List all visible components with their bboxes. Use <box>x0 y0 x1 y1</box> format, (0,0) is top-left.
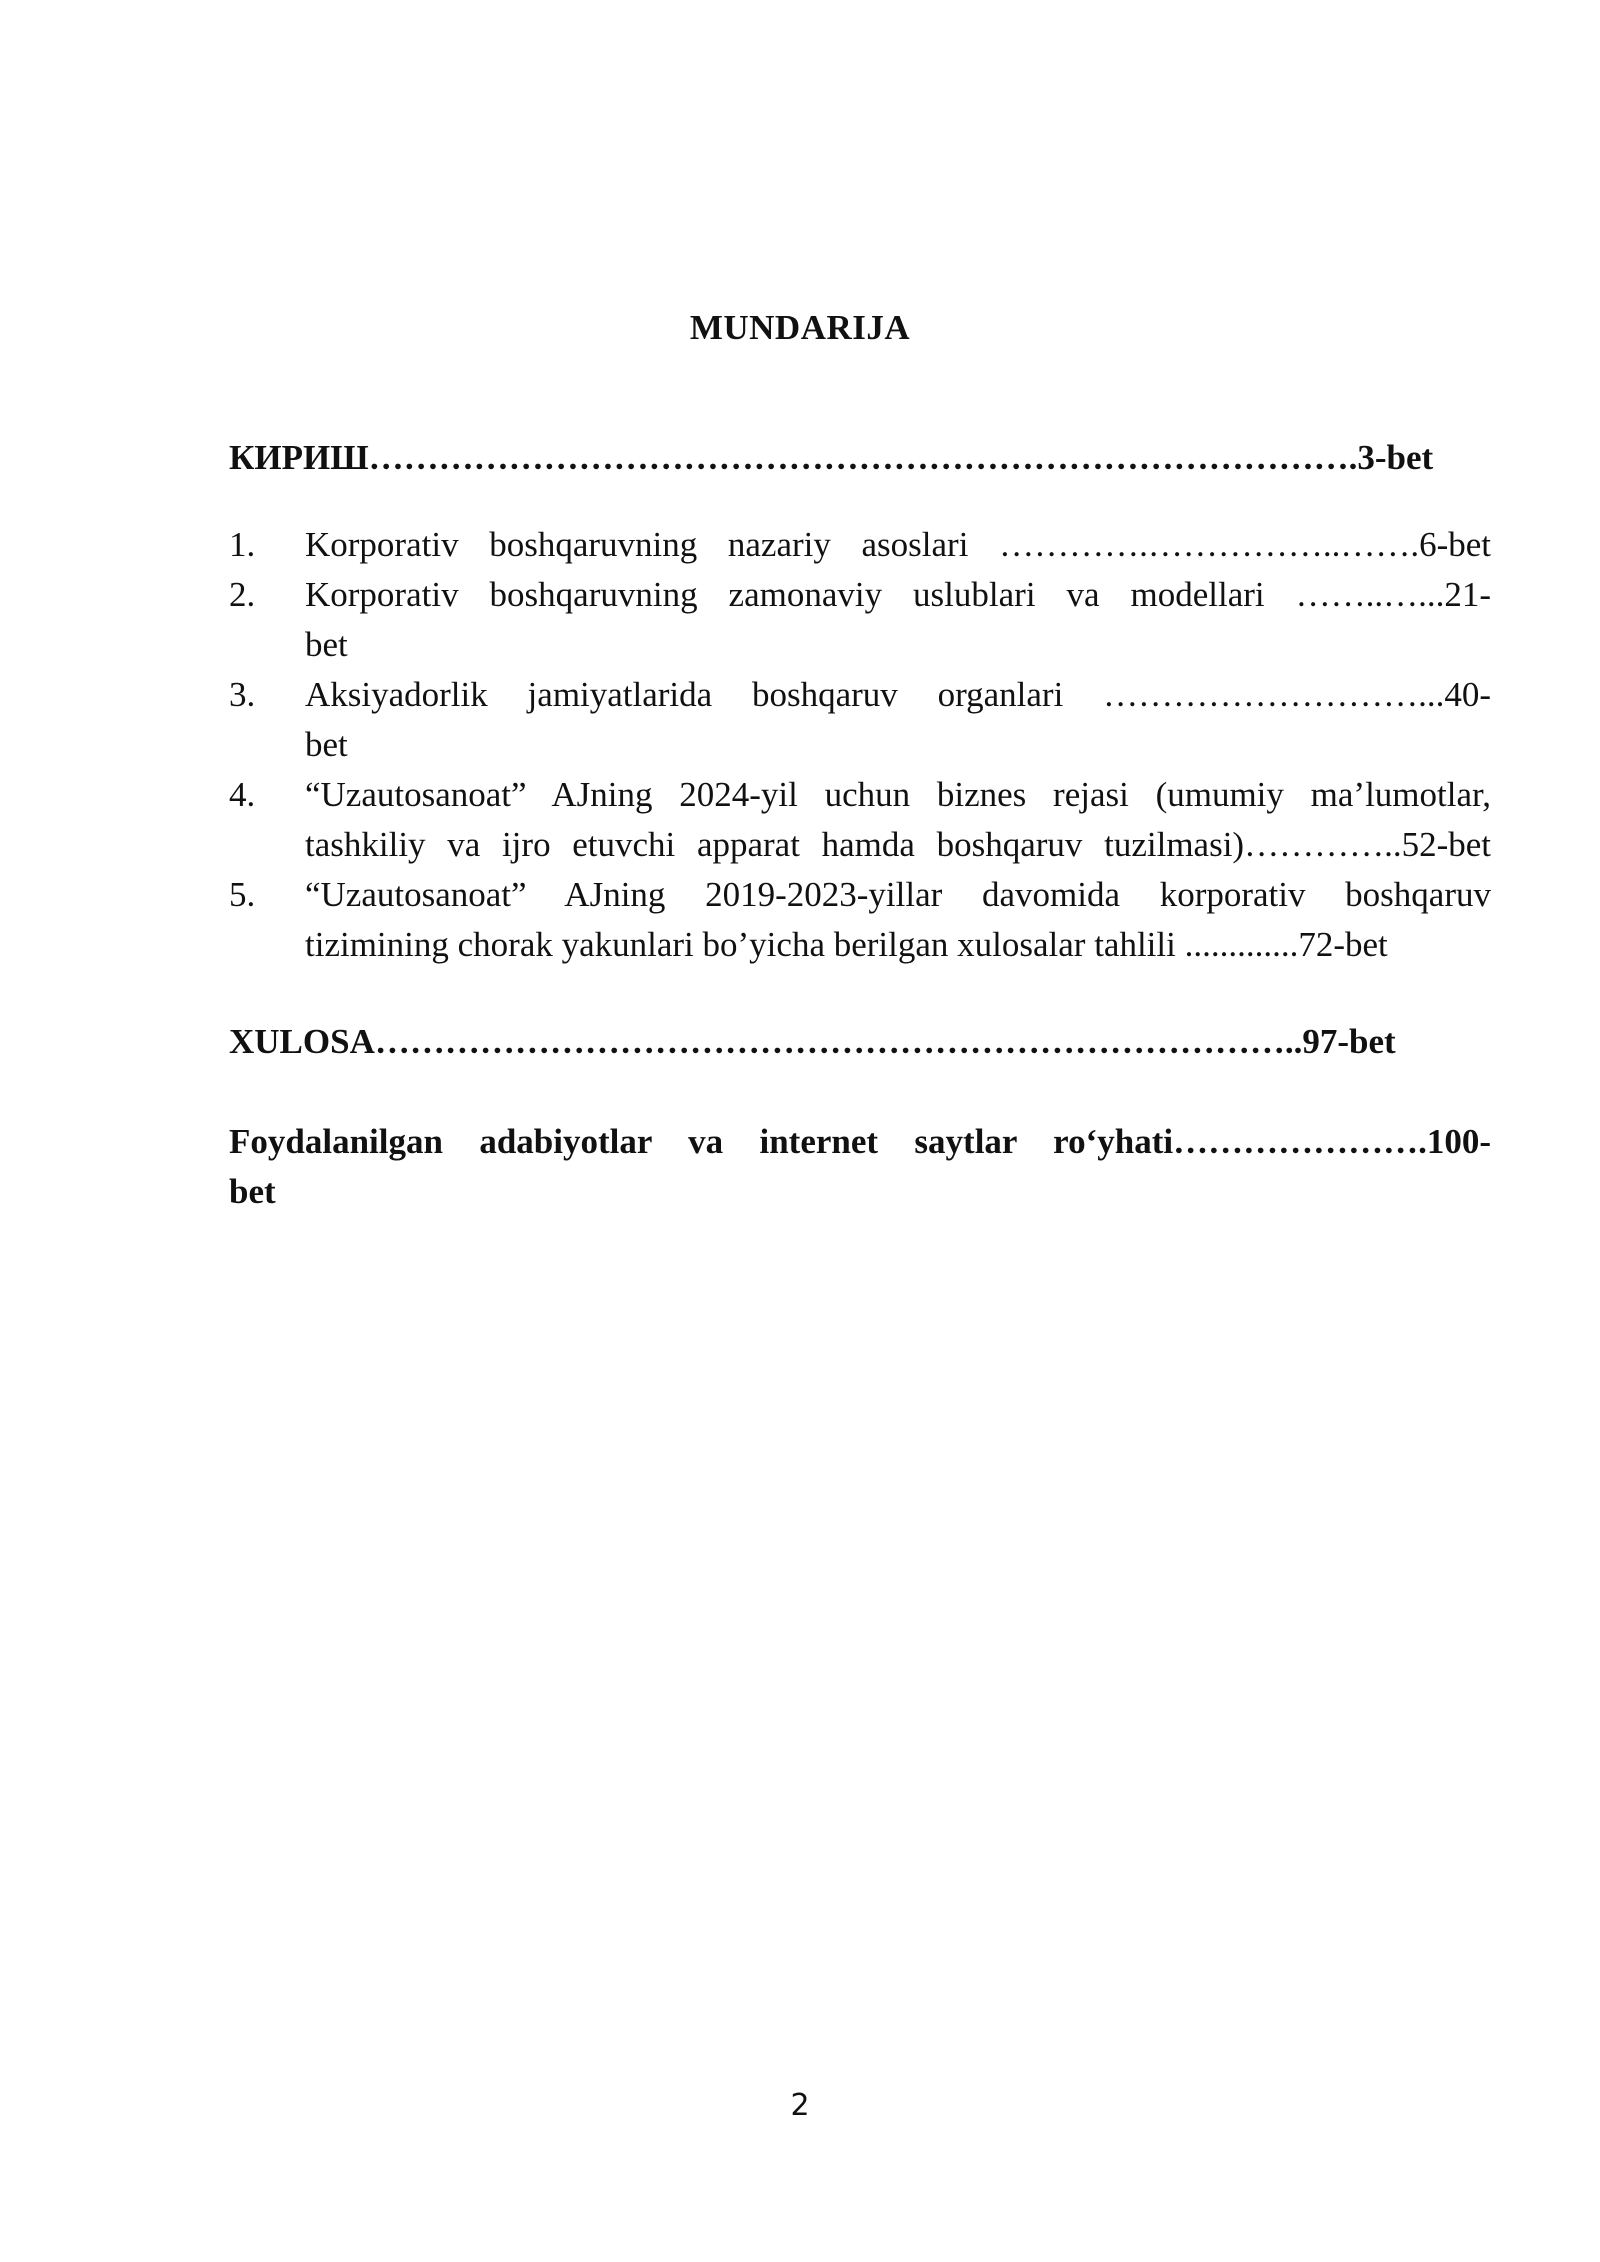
toc-item-3 <box>229 670 1491 770</box>
toc-conclusion-entry: XULOSA……………………………………………………………………..97-bet <box>229 1022 1396 1061</box>
toc-item-number: 4. <box>229 775 256 814</box>
toc-item-4 <box>229 770 1491 870</box>
toc-intro-entry: КИРИШ………………………………………………………………………….3-bet <box>229 438 1434 477</box>
toc-item-line: tizimining chorak yakunlari bo’yicha berilgan xulosalar tahlili .............72-bet <box>305 925 1388 964</box>
page-number: 2 <box>790 2088 810 2123</box>
toc-references-entry-continued: bet <box>229 1172 276 1211</box>
toc-item-number: 1. <box>229 525 256 564</box>
toc-item-line: Korporativ boshqaruvning nazariy asoslari ………….……………..…….6-bet <box>305 525 1491 564</box>
toc-item-line: tashkiliy va ijro etuvchi apparat hamda boshqaruv tuzilmasi)…………..52-bet <box>305 825 1491 864</box>
page-title: MUNDARIJA <box>689 308 911 347</box>
toc-item-number: 2. <box>229 575 256 614</box>
toc-item-number: 3. <box>229 675 256 714</box>
toc-references-entry: Foydalanilgan adabiyotlar va internet saytlar ro‘yhati………………….100- <box>229 1122 1491 1161</box>
toc-item-5 <box>229 870 1491 970</box>
toc-item-line: Aksiyadorlik jamiyatlarida boshqaruv organlari ………………………...40- <box>305 675 1491 714</box>
toc-item-2 <box>229 570 1491 670</box>
toc-item-1 <box>229 520 1491 570</box>
toc-item-line: “Uzautosanoat” AJning 2019-2023-yillar davomida korporativ boshqaruv <box>305 875 1491 914</box>
toc-item-line: bet <box>305 625 348 664</box>
toc-item-number: 5. <box>229 875 256 914</box>
toc-item-line: Korporativ boshqaruvning zamonaviy uslublari va modellari ……..…...21- <box>305 575 1491 614</box>
toc-item-line: bet <box>305 725 348 764</box>
toc-item-line: “Uzautosanoat” AJning 2024-yil uchun biznes rejasi (umumiy ma’lumotlar, <box>305 775 1491 814</box>
